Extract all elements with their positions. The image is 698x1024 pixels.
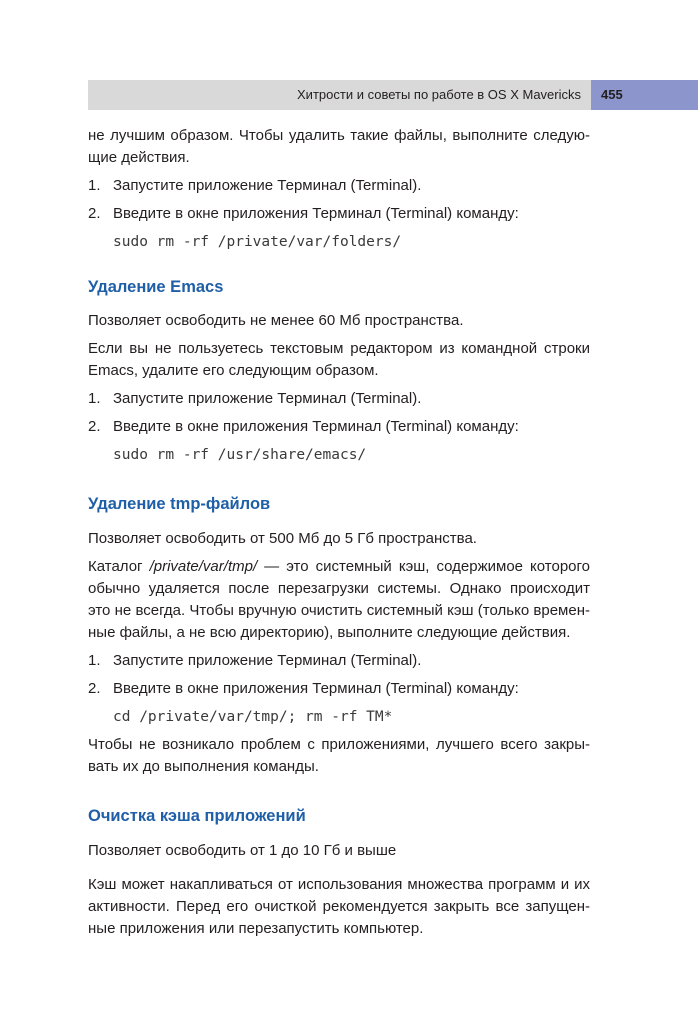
paragraph: Чтобы не возникало проблем с приложениями, лучшего всего закры-вать их до выполнения команды. — [88, 736, 590, 775]
code-command: cd /private/var/tmp/; rm -rf TM* — [113, 709, 393, 725]
page-number-tab — [591, 80, 698, 110]
code-command: sudo rm -rf /usr/share/emacs/ — [113, 447, 367, 463]
page-body — [88, 125, 590, 946]
section-heading-emacs: Удаление Emacs — [88, 278, 224, 296]
path-text: /private/var/tmp/ — [149, 558, 258, 575]
list-item: 2. Введите в окне приложения Терминал (Terminal) команду: — [88, 418, 519, 435]
paragraph: Кэш может накапливаться от использования множества программ и их активности. Перед его очисткой рекомендуется закрыть все запущен-ные приложения или перезапустить компьютер. — [88, 876, 590, 937]
list-item: 1. Запустите приложение Терминал (Terminal). — [88, 390, 422, 407]
list-item: 2. Введите в окне приложения Терминал (Terminal) команду: — [88, 680, 519, 697]
paragraph: Если вы не пользуетесь текстовым редактором из командной строки Emacs, удалите его следующим образом. — [88, 340, 590, 379]
running-header — [88, 80, 591, 110]
paragraph: Позволяет освободить от 500 Мб до 5 Гб пространства. — [88, 530, 477, 547]
section-heading-tmp: Удаление tmp-файлов — [88, 495, 271, 513]
section-heading-cache: Очистка кэша приложений — [88, 807, 306, 825]
paragraph: Позволяет освободить не менее 60 Мб пространства. — [88, 312, 464, 329]
paragraph: Позволяет освободить от 1 до 10 Гб и выше — [88, 842, 397, 859]
list-item: 1. Запустите приложение Терминал (Terminal). — [88, 177, 422, 194]
paragraph: Каталог /private/var/tmp/ — это системный кэш, содержимое которого обычно удаляется после перезагрузки системы. Однако происходит это не всегда. Чтобы вручную очистить системный кэш (только времен-ные файлы, а не всю директорию), выполните следующие действия. — [88, 558, 590, 641]
list-item: 1. Запустите приложение Терминал (Terminal). — [88, 652, 422, 669]
intro-paragraph: не лучшим образом. Чтобы удалить такие файлы, выполните следую-щие действия. — [88, 127, 590, 166]
list-item: 2. Введите в окне приложения Терминал (Terminal) команду: — [88, 205, 519, 222]
header-title: Хитрости и советы по работе в OS X Mavericks — [297, 87, 581, 102]
page-number: 455 — [601, 87, 623, 102]
code-command: sudo rm -rf /private/var/folders/ — [113, 234, 402, 250]
